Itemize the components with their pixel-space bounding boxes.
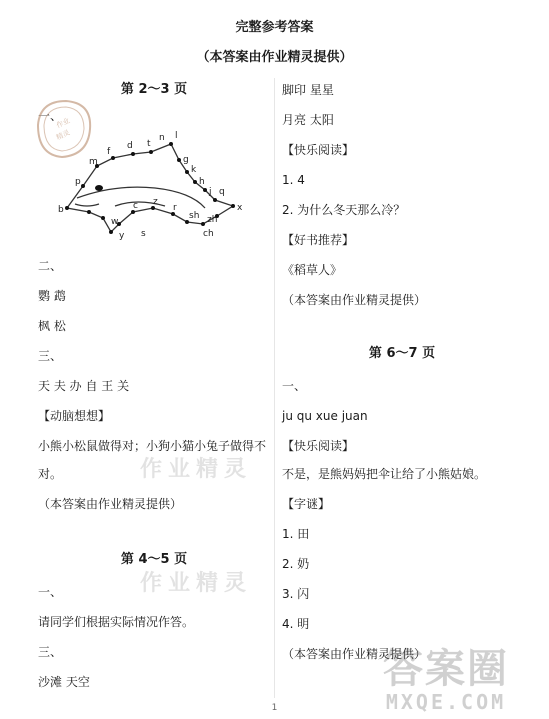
page-number: 1 xyxy=(271,703,278,713)
dot-label: k xyxy=(191,165,197,175)
think-answer-line-1: 小熊小松鼠做得对；小狗小猫小兔子做得不 xyxy=(38,439,267,453)
dot-label: d xyxy=(127,141,133,151)
q1-label: 一、 xyxy=(38,109,63,123)
s3-q1-label: 一、 xyxy=(282,379,307,393)
section-heading-4-5: 第 4～5 页 xyxy=(120,552,188,567)
dot-label: s xyxy=(141,229,146,239)
dolphin-dot-puzzle xyxy=(55,128,255,240)
book-title: 《稻草人》 xyxy=(282,263,343,277)
column-divider xyxy=(274,78,275,698)
dot-label: zh xyxy=(207,215,218,225)
s2-q3-label: 三、 xyxy=(38,645,63,659)
provider-note: （本答案由作业精灵提供） xyxy=(38,497,183,511)
dot-label: f xyxy=(107,147,111,157)
dot-label: c xyxy=(133,201,138,211)
section-heading-6-7: 第 6～7 页 xyxy=(368,346,436,361)
q2-answer-1: 鹦 鹉 xyxy=(38,289,66,303)
dot-label: sh xyxy=(189,211,200,221)
book-tag: 【好书推荐】 xyxy=(282,233,355,247)
riddle-answer-4: 4. 明 xyxy=(282,617,310,631)
dot-label: z xyxy=(153,197,158,207)
dot-label: ch xyxy=(203,229,214,239)
q2-label: 二、 xyxy=(38,259,63,273)
dot-label: b xyxy=(58,205,64,215)
q2-answer-2: 枫 松 xyxy=(38,319,66,333)
page-subtitle: （本答案由作业精灵提供） xyxy=(196,50,353,65)
dot-label: t xyxy=(147,139,151,149)
dot-label: l xyxy=(175,131,178,141)
think-answer-line-2: 对。 xyxy=(38,467,63,481)
s2-q1-label: 一、 xyxy=(38,585,63,599)
think-tag: 【动脑想想】 xyxy=(38,409,111,423)
watermark-text: 作业精灵 xyxy=(140,571,253,596)
watermark-text: 作业精灵 xyxy=(140,457,253,482)
svg-text:作业: 作业 xyxy=(55,116,72,130)
logo-text: 答案圈 xyxy=(383,646,509,692)
provider-note: （本答案由作业精灵提供） xyxy=(282,647,427,661)
dot-label: y xyxy=(119,231,125,240)
dot-label: r xyxy=(173,203,177,213)
page-title: 完整参考答案 xyxy=(235,20,314,35)
reading-answer-2: 2. 为什么冬天那么冷？ xyxy=(282,203,406,217)
s3-q1-answer: ju qu xue juan xyxy=(282,409,368,423)
riddle-tag: 【字谜】 xyxy=(282,497,331,511)
s2-q3-answer: 沙滩 天空 xyxy=(38,675,90,689)
riddle-answer-3: 3. 闪 xyxy=(282,587,310,601)
q3-label: 三、 xyxy=(38,349,63,363)
dot-label: n xyxy=(159,133,165,143)
section-heading-2-3: 第 2～3 页 xyxy=(120,82,188,97)
reading-answer-1: 1. 4 xyxy=(282,173,305,187)
dot-label: m xyxy=(89,157,98,167)
logo-domain: MXQE.COM xyxy=(385,690,507,714)
dot-label: p xyxy=(75,177,81,187)
reading2-answer: 不是，是熊妈妈把伞让给了小熊姑娘。 xyxy=(282,467,487,481)
reading-tag: 【快乐阅读】 xyxy=(282,143,355,157)
dot-label: h xyxy=(199,177,205,187)
riddle-answer-2: 2. 奶 xyxy=(282,557,310,571)
dot-label: x xyxy=(237,203,243,213)
answer-line-1: 脚印 星星 xyxy=(282,83,334,97)
s2-q1-answer: 请同学们根据实际情况作答。 xyxy=(38,615,195,629)
q3-answer: 天 夫 办 自 王 关 xyxy=(38,379,130,393)
dot-label: w xyxy=(111,217,119,227)
dot-label: q xyxy=(219,187,225,197)
dot-label: j xyxy=(209,187,212,197)
reading2-tag: 【快乐阅读】 xyxy=(282,439,355,453)
riddle-answer-1: 1. 田 xyxy=(282,527,310,541)
svg-text:精灵: 精灵 xyxy=(55,128,72,142)
dot-label: g xyxy=(183,155,189,165)
answer-line-2: 月亮 太阳 xyxy=(282,113,334,127)
provider-note: （本答案由作业精灵提供） xyxy=(282,293,427,307)
